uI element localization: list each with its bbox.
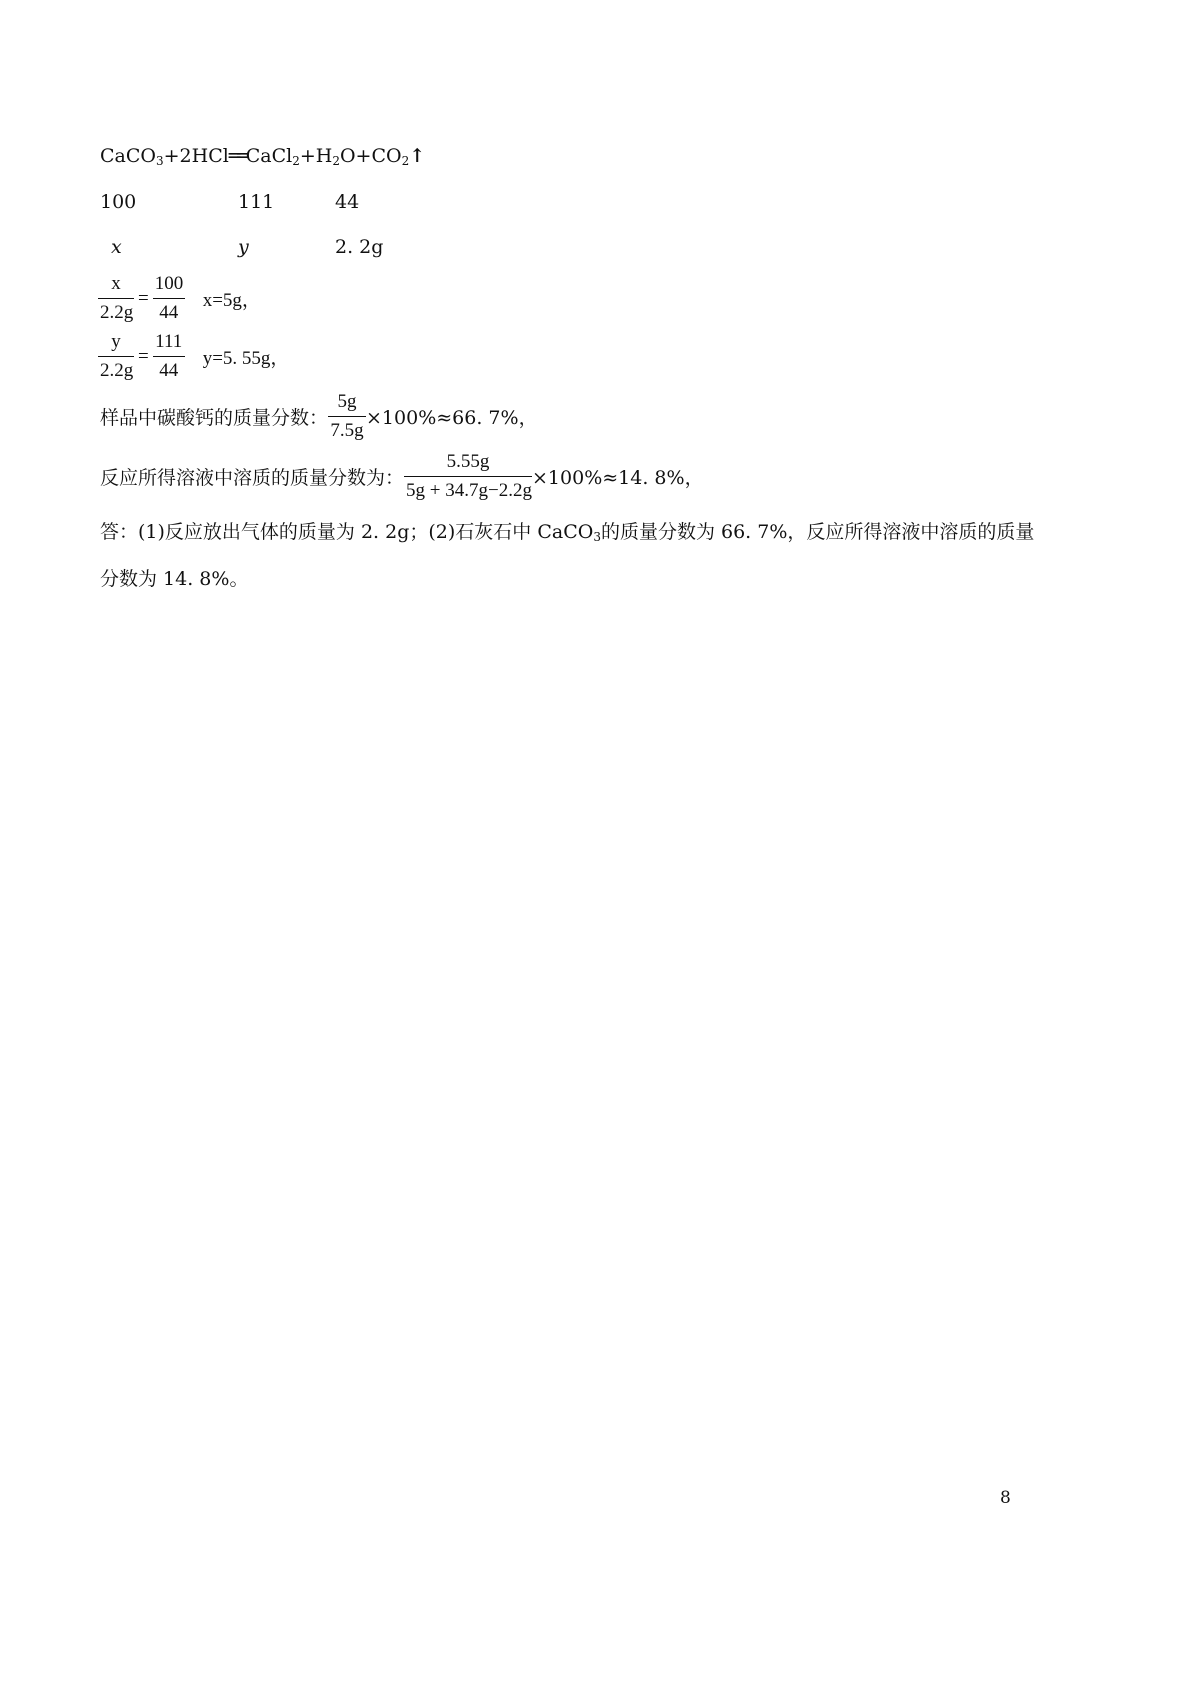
- fraction-denominator: 44: [159, 302, 179, 323]
- result-x: x=5g，: [202, 290, 261, 311]
- fraction-100-44: [153, 270, 185, 327]
- page-number: 8: [1000, 1488, 1011, 1508]
- fraction-denominator: 5g + 34.7g−2.2g: [406, 480, 532, 501]
- mass-111: 111: [238, 191, 275, 213]
- eq-hcl: +2HCl: [163, 145, 229, 167]
- fraction-numerator: 100: [153, 270, 185, 299]
- eq-sub: 3: [155, 154, 164, 168]
- fraction-denominator: 7.5g: [330, 420, 364, 441]
- ratio-y: [98, 328, 289, 385]
- mass-100: 100: [100, 191, 137, 213]
- caco3-mass-fraction: [100, 388, 538, 445]
- solute-fraction-label: 反应所得溶液中溶质的质量分数为：: [100, 467, 405, 489]
- fraction-denominator: 44: [159, 360, 179, 381]
- fraction-numerator: x: [98, 270, 134, 299]
- eq-cacl: CaCl: [245, 145, 293, 167]
- eq-equals: ══: [228, 145, 246, 167]
- fraction-y: [98, 328, 134, 385]
- answer-line-2: 分数为 14. 8%。: [100, 568, 249, 590]
- unknown-x: x: [111, 236, 122, 258]
- fraction-numerator: 5g: [328, 388, 366, 417]
- co2-mass: 2. 2g: [335, 236, 384, 258]
- eq-sub: 2: [332, 154, 340, 168]
- fraction-solute: [404, 448, 532, 505]
- eq-caco3: CaCO: [100, 145, 156, 167]
- answer-text: 的质量分数为 66. 7%，反应所得溶液中溶质的质量: [600, 521, 1035, 543]
- gas-arrow-icon: ↑: [409, 145, 426, 167]
- eq-sub: 2: [401, 154, 410, 168]
- solute-mass-fraction: [100, 448, 704, 505]
- eq-sub: 2: [292, 154, 300, 168]
- fraction-111-44: [153, 328, 185, 385]
- fraction-5-7.5: [328, 388, 366, 445]
- answer-line-1: [100, 517, 1034, 544]
- fraction-numerator: y: [98, 328, 134, 357]
- equals-sign: =: [138, 345, 149, 367]
- equals-sign: =: [138, 287, 149, 309]
- caco3-fraction-result: ×100%≈66. 7%，: [366, 407, 538, 429]
- fraction-denominator: 2.2g: [100, 302, 134, 323]
- fraction-x: [98, 270, 134, 327]
- ratio-x: [98, 270, 261, 327]
- result-y: y=5. 55g，: [202, 348, 290, 369]
- fraction-numerator: 5.55g: [404, 448, 532, 477]
- fraction-numerator: 111: [153, 328, 185, 357]
- chemical-equation: [100, 145, 425, 167]
- eq-oco: O+CO: [339, 145, 402, 167]
- mass-44: 44: [335, 191, 360, 213]
- caco3-fraction-label: 样品中碳酸钙的质量分数：: [100, 407, 329, 429]
- eq-h: +H: [299, 145, 333, 167]
- fraction-denominator: 2.2g: [100, 360, 134, 381]
- answer-sub: 3: [593, 530, 601, 544]
- unknown-y: y: [238, 236, 249, 258]
- answer-text: 答：(1)反应放出气体的质量为 2. 2g；(2)石灰石中 CaCO: [100, 521, 594, 543]
- solute-fraction-result: ×100%≈14. 8%，: [532, 467, 704, 489]
